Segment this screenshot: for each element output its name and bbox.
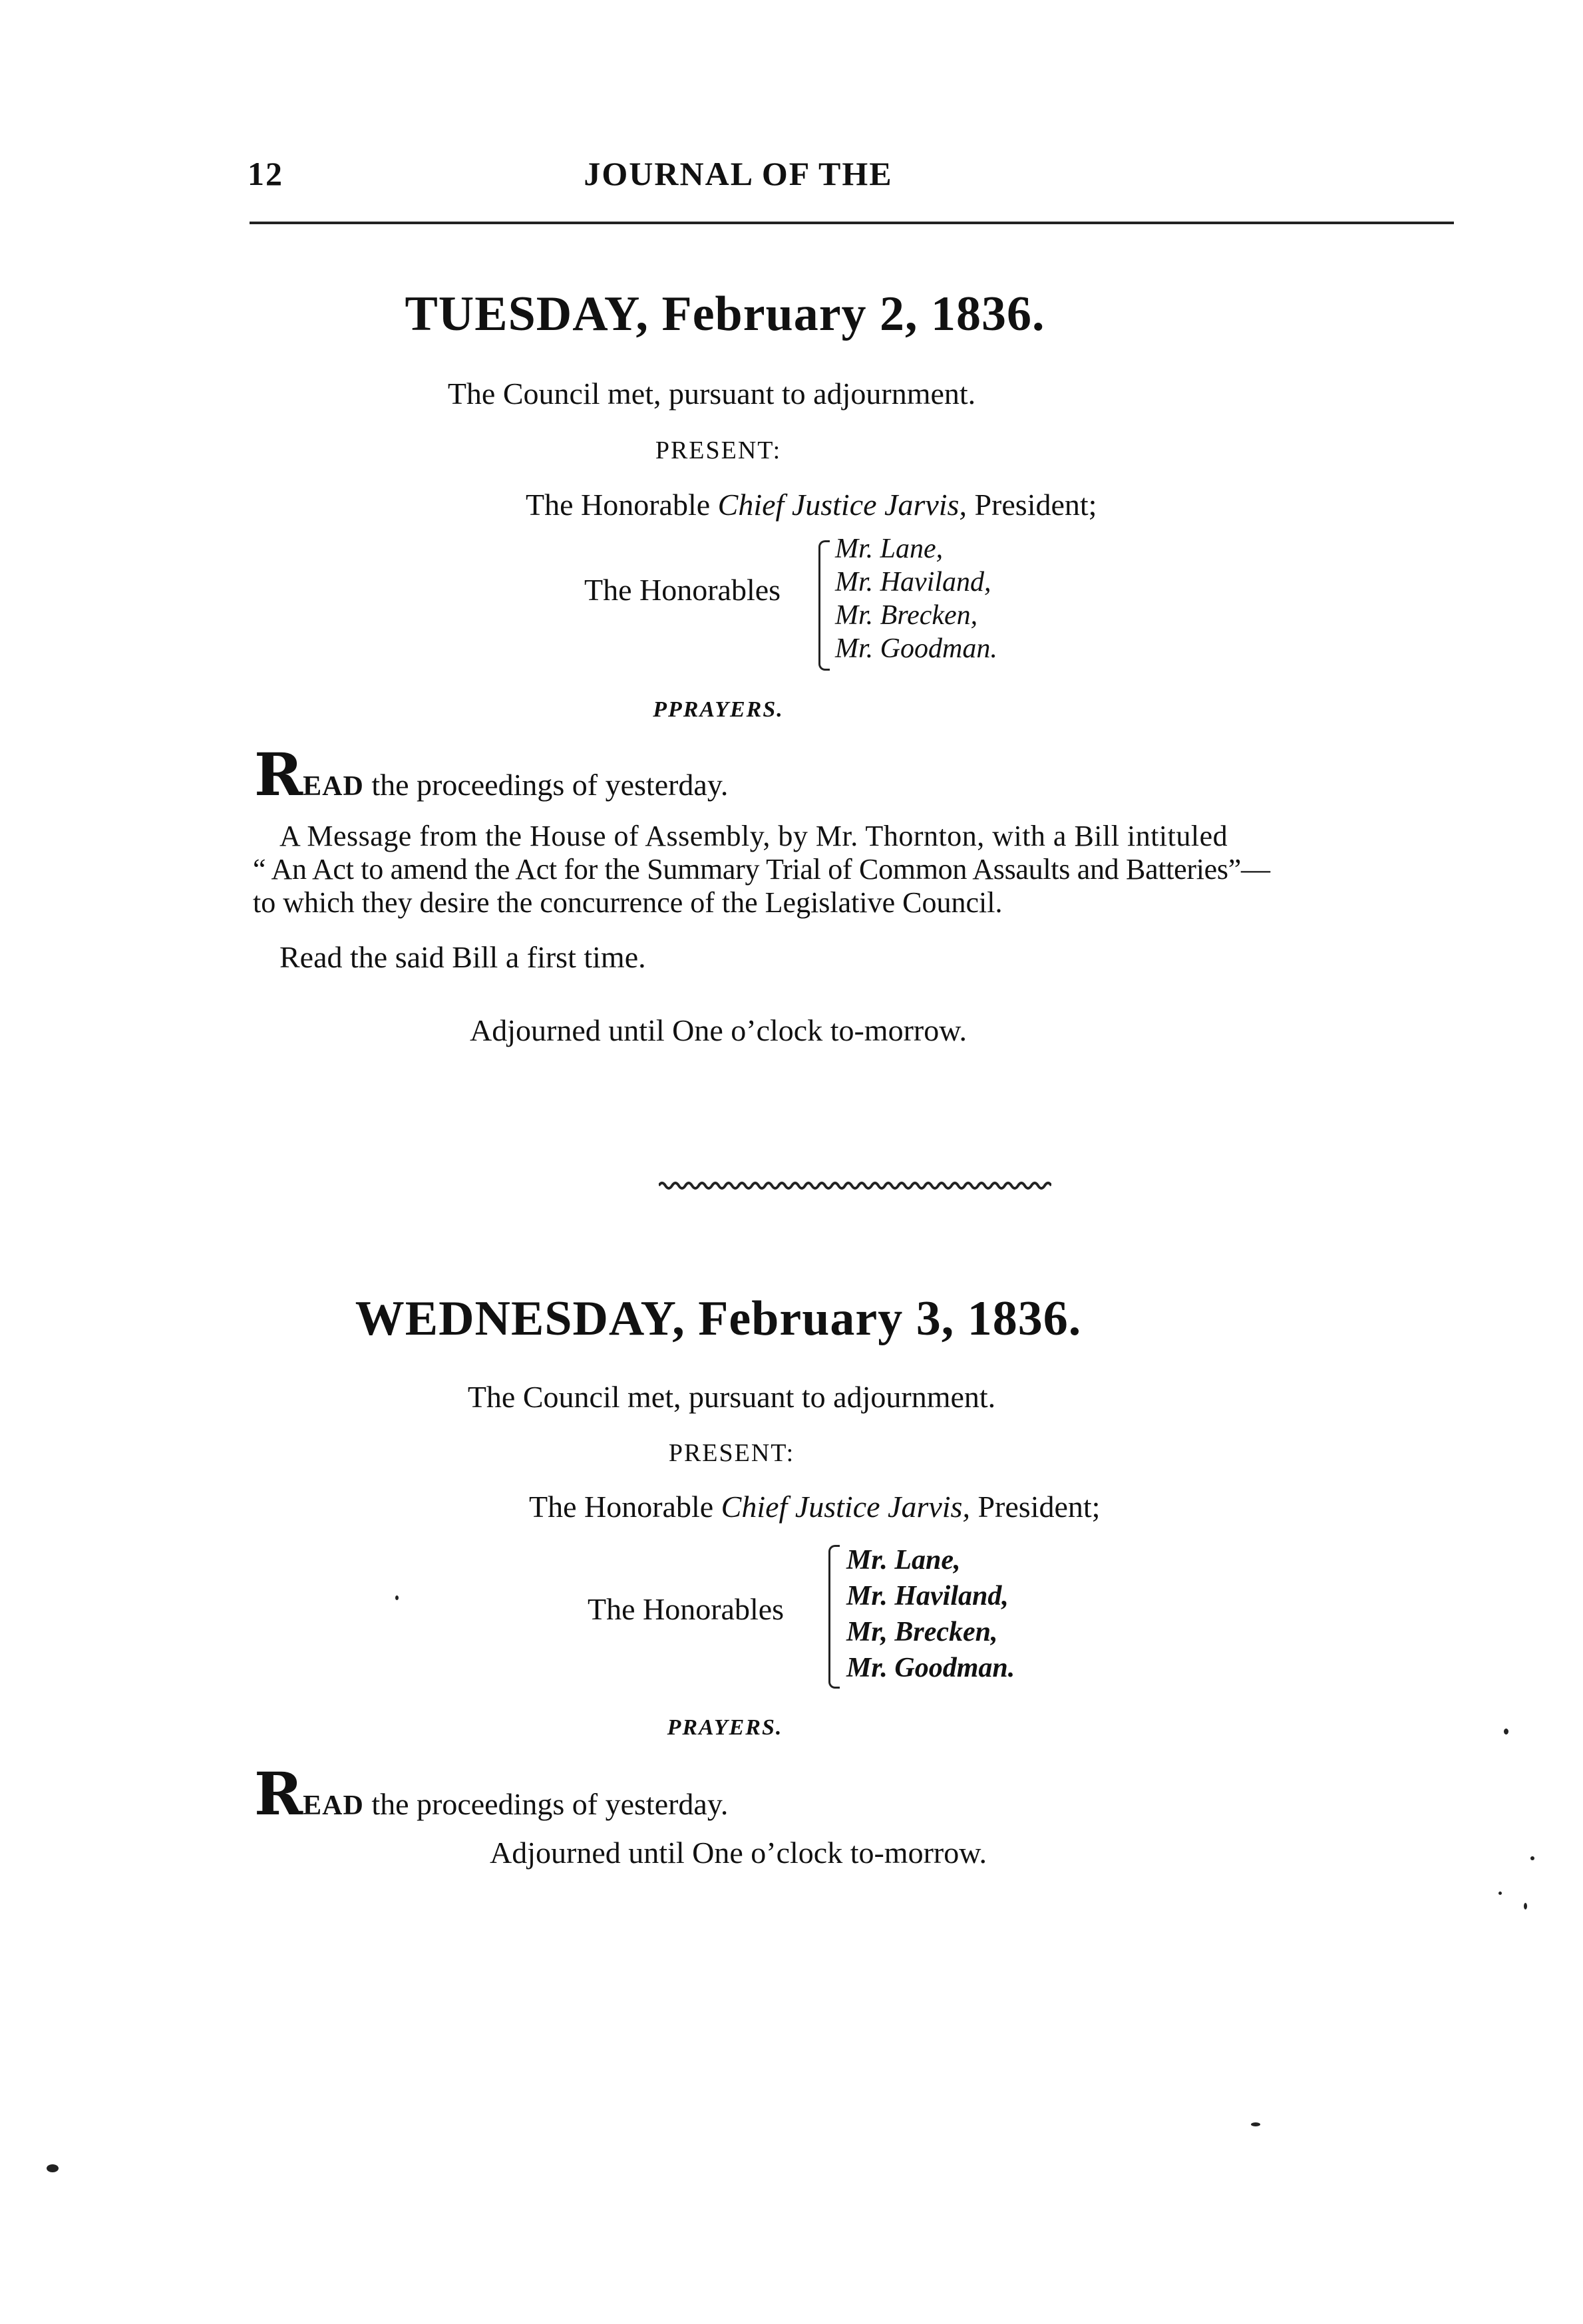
read-proceedings	[254, 1759, 729, 1828]
scan-speck	[1504, 1729, 1508, 1735]
members-brace	[828, 1545, 840, 1689]
message-line: “ An Act to amend the Act for the Summary Trial of Common Assaults and Batteries”—	[253, 853, 1270, 886]
council-met-line: The Council met, pursuant to adjournment.	[467, 1380, 996, 1414]
president-prefix: The Honorable	[529, 1490, 721, 1524]
scan-speck	[395, 1595, 399, 1600]
president-suffix: President;	[966, 488, 1097, 522]
present-label: PRESENT:	[668, 1439, 795, 1467]
scan-speck	[1530, 1856, 1534, 1860]
members-list	[846, 1542, 1015, 1686]
president-suffix: President;	[969, 1490, 1101, 1524]
read-rest: the proceedings of yesterday.	[363, 1787, 729, 1821]
president-prefix: The Honorable	[526, 488, 718, 522]
adjourned-line: Adjourned until One o’clock to-morrow.	[470, 1013, 967, 1047]
president-line	[526, 487, 1097, 522]
scan-speck	[1524, 1903, 1527, 1909]
running-title: JOURNAL OF THE	[584, 155, 893, 192]
drop-cap: R	[254, 1759, 303, 1828]
member-item: Mr. Lane,	[835, 534, 944, 564]
president-line	[529, 1489, 1100, 1524]
scan-speck	[1251, 2122, 1260, 2126]
present-label: PRESENT:	[655, 436, 782, 464]
prayers-label: PRAYERS.	[667, 1715, 783, 1740]
member-item: Mr, Brecken,	[846, 1617, 998, 1647]
honorables-label: The Honorables	[584, 573, 781, 607]
member-item: Mr. Haviland,	[835, 567, 991, 597]
member-item: Mr. Goodman.	[835, 633, 997, 664]
read-word: EAD	[303, 1790, 364, 1821]
member-item: Mr. Brecken,	[835, 600, 978, 631]
date-heading: TUESDAY, February 2, 1836.	[405, 287, 1045, 341]
read-rest: the proceedings of yesterday.	[363, 768, 729, 802]
scan-speck	[47, 2164, 59, 2172]
honorables-label: The Honorables	[588, 1592, 785, 1626]
scan-speck	[1498, 1892, 1502, 1895]
prayers-label: PPRAYERS.	[653, 697, 784, 722]
message-line: A Message from the House of Assembly, by Mr. Thornton, with a Bill intituled	[279, 820, 1228, 852]
drop-cap: R	[254, 740, 303, 809]
president-name: Chief Justice Jarvis,	[721, 1490, 970, 1524]
council-met-line: The Council met, pursuant to adjournment.	[447, 377, 976, 411]
section-divider-ornament	[659, 1178, 1051, 1194]
page-number: 12	[248, 155, 283, 192]
member-item: Mr. Goodman.	[846, 1653, 1015, 1683]
date-heading: WEDNESDAY, February 3, 1836.	[355, 1291, 1082, 1346]
message-line: to which they desire the concurrence of the Legislative Council.	[253, 886, 1003, 919]
members-list	[835, 532, 997, 665]
read-proceedings	[254, 740, 729, 809]
message-paragraph	[253, 820, 1471, 919]
adjourned-line: Adjourned until One o’clock to-morrow.	[490, 1836, 987, 1870]
member-item: Mr. Lane,	[846, 1545, 961, 1576]
read-word: EAD	[303, 771, 364, 802]
president-name: Chief Justice Jarvis,	[717, 488, 967, 522]
first-reading: Read the said Bill a first time.	[279, 940, 646, 974]
members-brace	[818, 540, 830, 671]
header-rule	[250, 222, 1454, 224]
member-item: Mr. Haviland,	[846, 1581, 1009, 1611]
